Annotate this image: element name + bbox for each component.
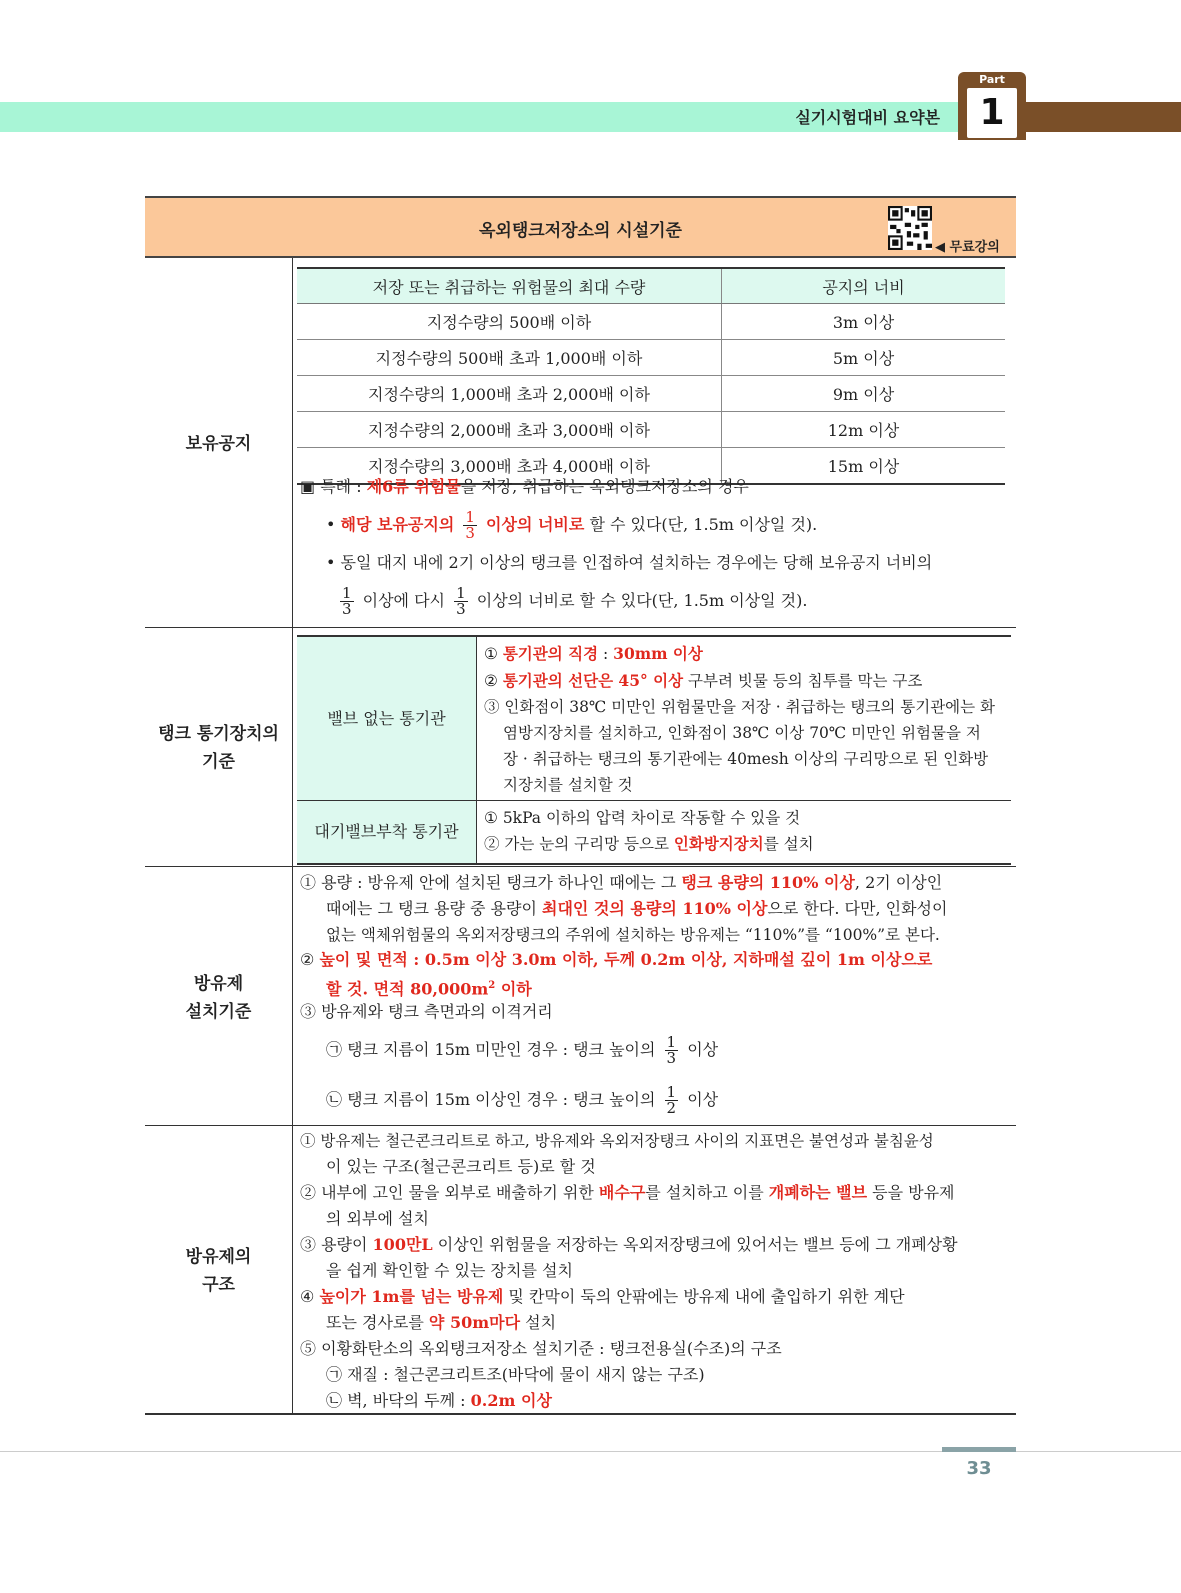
- table-row: [297, 340, 1005, 376]
- dike-height-line-2: 할 것. 면적 $80,000m^2$ 이하: [326, 979, 532, 999]
- quantity-cell: 지정수량의 500배 이하: [297, 304, 722, 340]
- dike-distance-item-b: ㉡ 탱크 지름이 15m 이상인 경우 : 탱크 높이의 $\frac{1}{2}$ 이상: [326, 1083, 719, 1117]
- column-header: 저장 또는 취급하는 위험물의 최대 수량: [297, 268, 722, 304]
- dike-distance-item-a: ㉠ 탱크 지름이 15m 미만인 경우 : 탱크 높이의 $\frac{1}{3}$ 이상: [326, 1033, 719, 1067]
- reserved-space-table: [297, 267, 1005, 485]
- fraction-one-third: $\frac{1}{3}$: [342, 584, 352, 618]
- structure-item-4: ④ 높이가 1m를 넘는 방유제 및 칸막이 둑의 안팎에는 방유제 내에 출입하기 위한 계단: [300, 1287, 905, 1306]
- width-cell: 12m 이상: [722, 412, 1006, 448]
- structure-item-3-cont: 을 쉽게 확인할 수 있는 장치를 설치: [326, 1261, 573, 1280]
- structure-item-1: ① 방유제는 철근콘크리트로 하고, 방유제와 옥외저장탱크 사이의 지표면은 불연성과 불침윤성: [300, 1132, 934, 1150]
- exception-line: ▣ 특례 : 제6류 위험물을 저장, 취급하는 옥외탱크저장소의 경우: [300, 477, 749, 496]
- checkbox-mark-icon: ▣: [300, 477, 316, 496]
- category-vent-label-2: 기준: [202, 752, 235, 772]
- dike-capacity-line-3: 없는 액체위험물의 옥외저장탱크의 주위에 설치하는 방유제는 “110%”를 “100%”로 본다.: [326, 926, 940, 944]
- table-title-bar: [145, 196, 1016, 258]
- header-brown-band: [1015, 102, 1181, 132]
- table-row: [297, 304, 1005, 340]
- vent-item-3-cont: 염방지장치를 설치하고, 인화점이 38℃ 이상 70℃ 미만인 위험물을 저: [503, 724, 981, 742]
- fraction-one-third: $\frac{1}{3}$: [465, 508, 475, 542]
- structure-item-4-cont: 또는 경사로를 약 50m마다 설치: [326, 1313, 557, 1332]
- structure-item-2: ② 내부에 고인 물을 외부로 배출하기 위한 배수구를 설치하고 이를 개폐하는 밸브 등을 방유제: [300, 1183, 955, 1202]
- table-bottom-border: [145, 1413, 1016, 1415]
- vent-item-3: ③ 인화점이 38℃ 미만인 위험물만을 저장 · 취급하는 탱크의 통기관에는 화: [484, 698, 996, 716]
- dike-capacity-line-2: 때에는 그 탱크 용량 중 용량이 최대인 것의 용량의 110% 이상으로 한다. 다만, 인화성이: [326, 899, 948, 918]
- structure-item-3: ③ 용량이 100만L 이상인 위험물을 저장하는 옥외저장탱크에 있어서는 밸브 등에 그 개폐상황: [300, 1235, 958, 1254]
- dike-capacity-line-1: ① 용량 : 방유제 안에 설치된 탱크가 하나인 때에는 그 탱크 용량의 110% 이상, 2기 이상인: [300, 873, 943, 892]
- category-dike-structure-1: 방유제의: [185, 1247, 252, 1267]
- table-title: 옥외탱크저장소의 시설기준: [479, 221, 682, 241]
- section-title: 실기시험대비 요약본: [795, 108, 940, 127]
- page-number: 33: [966, 1458, 992, 1479]
- dike-distance-heading: ③ 방유제와 탱크 측면과의 이격거리: [300, 1002, 553, 1021]
- column-header: 공지의 너비: [722, 268, 1006, 304]
- category-dike-install-1: 방유제: [193, 974, 244, 994]
- free-lecture-label[interactable]: ◀ 무료강의: [935, 240, 1000, 255]
- structure-item-5: ⑤ 이황화탄소의 옥외탱크저장소 설치기준 : 탱크전용실(수조)의 구조: [300, 1339, 782, 1358]
- width-cell: 3m 이상: [722, 304, 1006, 340]
- row-divider: [145, 1125, 1016, 1126]
- exception-bullet-2: • 동일 대지 내에 2기 이상의 탱크를 인접하여 설치하는 경우에는 당해 보유공지 너비의: [326, 553, 933, 572]
- category-dike-structure-2: 구조: [202, 1275, 235, 1295]
- vent-item-3-cont: 장 · 취급하는 탱크의 통기관에는 40mesh 이상의 구리망으로 된 인화방: [503, 750, 989, 768]
- table-header-row: [297, 268, 1005, 304]
- footer-accent-bar: [942, 1447, 1016, 1452]
- fraction-one-third: $\frac{1}{3}$: [456, 584, 466, 618]
- valve-vent-header: 대기밸브부착 통기관: [297, 801, 476, 863]
- fraction-one-half: $\frac{1}{2}$: [666, 1083, 677, 1117]
- vent-item-3-cont: 지장치를 설치할 것: [503, 776, 633, 794]
- table-row: [297, 412, 1005, 448]
- valve-vent-item-1: ① 5kPa 이하의 압력 차이로 작동할 수 있을 것: [484, 809, 801, 827]
- table-row: [297, 376, 1005, 412]
- exception-bullet-1: • 해당 보유공지의 $\frac{1}{3}$ 이상의 너비로 할 수 있다(단, 1.5m 이상일 것).: [326, 508, 818, 542]
- qr-code-icon[interactable]: [888, 206, 932, 250]
- valve-vent-item-2: ② 가는 눈의 구리망 등으로 인화방지장치를 설치: [484, 834, 814, 853]
- vent-item-2: ② 통기관의 선단은 45° 이상 구부려 빗물 등의 침투를 막는 구조: [484, 671, 923, 690]
- valveless-vent-header: 밸브 없는 통기관: [297, 637, 476, 800]
- part-number: 1: [967, 88, 1017, 138]
- quantity-cell: 지정수량의 2,000배 초과 3,000배 이하: [297, 412, 722, 448]
- vent-table: [297, 635, 1011, 865]
- structure-item-2-cont: 의 외부에 설치: [326, 1209, 429, 1228]
- width-cell: 9m 이상: [722, 376, 1006, 412]
- exception-bullet-2-cont: $\frac{1}{3}$ 이상에 다시 $\frac{1}{3}$ 이상의 너비로 할 수 있다(단, 1.5m 이상일 것).: [342, 584, 808, 618]
- quantity-cell: 지정수량의 3,000배 초과 4,000배 이하: [297, 448, 722, 485]
- part-label: Part: [979, 73, 1005, 86]
- quantity-cell: 지정수량의 1,000배 초과 2,000배 이하: [297, 376, 722, 412]
- vent-item-1: ① 통기관의 직경 : 30mm 이상: [484, 644, 703, 663]
- structure-item-1-cont: 이 있는 구조(철근콘크리트 등)로 할 것: [326, 1157, 596, 1176]
- column-divider: [292, 258, 293, 1414]
- width-cell: 15m 이상: [722, 448, 1006, 485]
- quantity-cell: 지정수량의 500배 초과 1,000배 이하: [297, 340, 722, 376]
- structure-item-5b: ㉡ 벽, 바닥의 두께 : 0.2m 이상: [326, 1391, 552, 1410]
- category-dike-install-2: 설치기준: [185, 1002, 252, 1022]
- width-cell: 5m 이상: [722, 340, 1006, 376]
- row-divider: [145, 627, 1016, 628]
- dike-height-line-1: ② 높이 및 면적 : 0.5m 이상 3.0m 이하, 두께 0.2m 이상, 지하매설 깊이 1m 이상으로: [300, 950, 933, 969]
- category-vent-label-1: 탱크 통기장치의: [158, 724, 279, 744]
- structure-item-5a: ㉠ 재질 : 철근콘크리트조(바닥에 물이 새지 않는 구조): [326, 1365, 705, 1384]
- category-reserved-space: 보유공지: [185, 434, 252, 454]
- row-divider: [145, 866, 1016, 867]
- fraction-one-third: $\frac{1}{3}$: [666, 1033, 677, 1067]
